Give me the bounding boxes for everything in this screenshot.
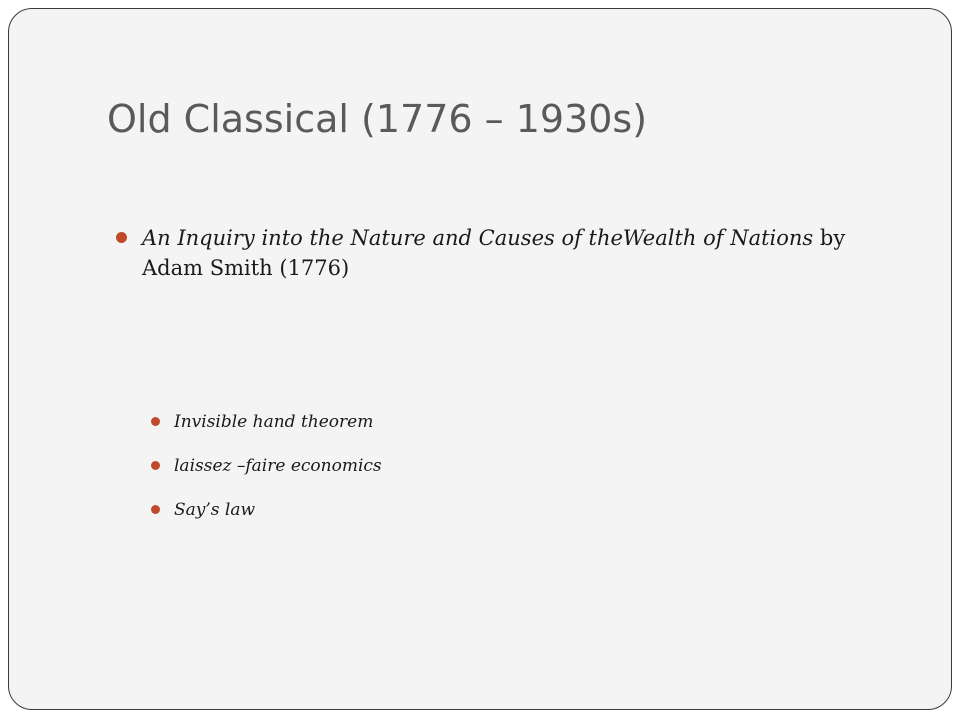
sub-bullet-label: Invisible hand theorem: [174, 412, 374, 432]
main-bullet-text: [142, 223, 903, 283]
sub-bullet-label: laissez –faire economics: [174, 456, 382, 476]
sub-bullet-item: [149, 453, 382, 497]
slide: [8, 8, 952, 710]
bullet-dot-icon: [116, 232, 127, 243]
book-title: An Inquiry into the Nature and Causes of theWealth of Nations: [142, 226, 814, 250]
sub-bullet-label: Say’s law: [174, 500, 256, 520]
sub-bullet-item: [149, 497, 382, 541]
bullet-dot-icon: [151, 505, 160, 514]
author-text: by Adam Smith (1776): [142, 226, 846, 280]
sub-bullet-item: [149, 409, 382, 453]
main-bullet: [113, 223, 903, 283]
slide-title: Old Classical (1776 – 1930s): [107, 97, 648, 141]
sub-bullet-list: [149, 409, 382, 541]
bullet-dot-icon: [151, 417, 160, 426]
bullet-dot-icon: [151, 461, 160, 470]
